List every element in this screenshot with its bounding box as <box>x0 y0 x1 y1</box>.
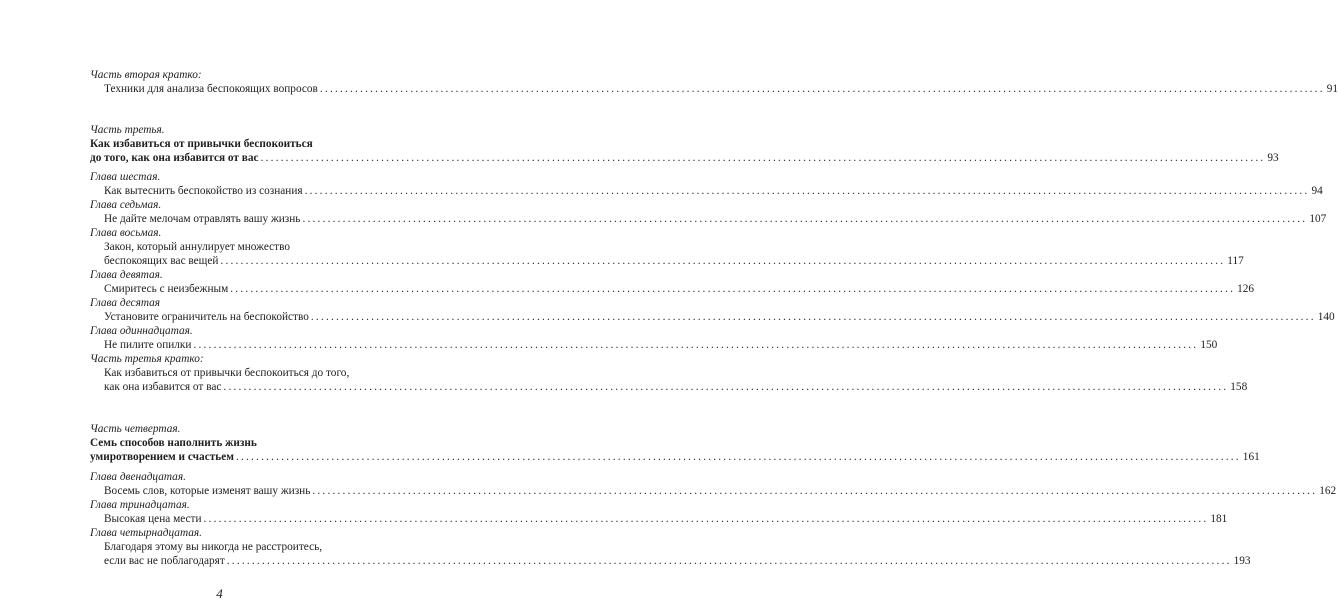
leader-dots: ........................................................................................................................................................................................................ <box>220 255 1226 267</box>
chapter-title: Восемь слов, которые изменят вашу жизнь <box>104 485 311 497</box>
chapter-title: Установите ограничитель на беспокойство <box>104 311 309 323</box>
toc-entry-chapter-9 <box>90 268 1255 296</box>
entry-row <box>90 184 1323 198</box>
entry-page: 126 <box>1237 283 1255 295</box>
entry-page: 162 <box>1319 485 1337 497</box>
part-label: Часть третья. <box>90 124 165 136</box>
page-number: 4 <box>216 586 223 601</box>
entry-label: Часть третья кратко: <box>90 353 204 365</box>
entry-row <box>90 450 1260 464</box>
toc-entry-part3 <box>90 123 1279 165</box>
chapter-label: Глава десятая <box>90 297 161 309</box>
chapter-title-line: Благодаря этому вы никогда не расстроитесь, <box>104 541 323 553</box>
entry-row <box>90 82 1338 96</box>
chapter-label: Глава четырнадцатая. <box>90 527 202 539</box>
entry-page: 140 <box>1317 311 1335 323</box>
toc-entry-part2-summary <box>90 68 1338 96</box>
toc-entry-chapter-14 <box>90 526 1251 568</box>
entry-row <box>90 212 1327 226</box>
leader-dots: ........................................................................................................................................................................................................ <box>235 451 1241 463</box>
entry-row <box>90 554 1251 568</box>
leader-dots: ........................................................................................................................................................................................................ <box>260 152 1266 164</box>
chapter-title: Не пилите опилки <box>104 339 192 351</box>
toc-entry-chapter-8 <box>90 226 1244 268</box>
entry-page: 117 <box>1227 255 1244 267</box>
entry-title-line: Как избавиться от привычки беспокоиться до того, <box>104 367 350 379</box>
entry-page: 150 <box>1200 339 1218 351</box>
toc-entry-part4 <box>90 422 1260 464</box>
leader-dots: ........................................................................................................................................................................................................ <box>310 311 1316 323</box>
chapter-title: Смиритесь с неизбежным <box>104 283 229 295</box>
entry-row <box>90 282 1255 296</box>
entry-label: Часть вторая кратко: <box>90 69 202 81</box>
entry-page: 158 <box>1230 381 1248 393</box>
entry-page: 93 <box>1267 152 1279 164</box>
chapter-title: если вас не поблагодарят <box>104 555 225 567</box>
toc-entry-chapter-7 <box>90 198 1327 226</box>
chapter-title: Высокая цена мести <box>104 513 202 525</box>
leader-dots: ........................................................................................................................................................................................................ <box>193 339 1199 351</box>
entry-title: как она избавится от вас <box>104 381 222 393</box>
chapter-title: беспокоящих вас вещей <box>104 255 219 267</box>
leader-dots: ........................................................................................................................................................................................................ <box>319 83 1325 95</box>
chapter-label: Глава седьмая. <box>90 199 162 211</box>
toc-entry-part3-summary <box>90 352 1248 394</box>
part-title-line: до того, как она избавится от вас <box>90 152 259 164</box>
entry-title: Техники для анализа беспокоящих вопросов <box>104 83 318 95</box>
part-title-line: умиротворением и счастьем <box>90 451 234 463</box>
leader-dots: ........................................................................................................................................................................................................ <box>312 485 1318 497</box>
chapter-label: Глава двенадцатая. <box>90 471 186 483</box>
chapter-label: Глава девятая. <box>90 269 163 281</box>
chapter-label: Глава шестая. <box>90 171 161 183</box>
part-label: Часть четвертая. <box>90 423 181 435</box>
entry-page: 161 <box>1242 451 1260 463</box>
entry-page: 193 <box>1233 555 1251 567</box>
toc-entry-chapter-13 <box>90 498 1228 526</box>
toc-entry-chapter-6 <box>90 170 1323 198</box>
leader-dots: ........................................................................................................................................................................................................ <box>226 555 1232 567</box>
entry-row <box>90 380 1248 394</box>
chapter-title-line: Закон, который аннулирует множество <box>104 241 290 253</box>
chapter-label: Глава тринадцатая. <box>90 499 190 511</box>
leader-dots: ........................................................................................................................................................................................................ <box>302 213 1308 225</box>
chapter-label: Глава одиннадцатая. <box>90 325 193 337</box>
entry-row <box>90 484 1337 498</box>
entry-page: 181 <box>1210 513 1228 525</box>
entry-row <box>90 338 1218 352</box>
leader-dots: ........................................................................................................................................................................................................ <box>203 513 1209 525</box>
chapter-title: Не дайте мелочам отравлять вашу жизнь <box>104 213 301 225</box>
leader-dots: ........................................................................................................................................................................................................ <box>304 185 1310 197</box>
toc-entry-chapter-10 <box>90 296 1335 324</box>
entry-row <box>90 512 1228 526</box>
toc-entry-chapter-12 <box>90 470 1337 498</box>
leader-dots: ........................................................................................................................................................................................................ <box>230 283 1236 295</box>
entry-page: 91 <box>1326 83 1338 95</box>
entry-row <box>90 310 1335 324</box>
entry-page: 94 <box>1311 185 1323 197</box>
toc-entry-chapter-11 <box>90 324 1218 352</box>
entry-page: 107 <box>1309 213 1327 225</box>
leader-dots: ........................................................................................................................................................................................................ <box>223 381 1229 393</box>
chapter-title: Как вытеснить беспокойство из сознания <box>104 185 303 197</box>
part-title-line: Как избавиться от привычки беспокоиться <box>90 138 313 150</box>
chapter-label: Глава восьмая. <box>90 227 162 239</box>
entry-row <box>90 151 1279 165</box>
part-title-line: Семь способов наполнить жизнь <box>90 437 257 449</box>
entry-row <box>90 254 1244 268</box>
